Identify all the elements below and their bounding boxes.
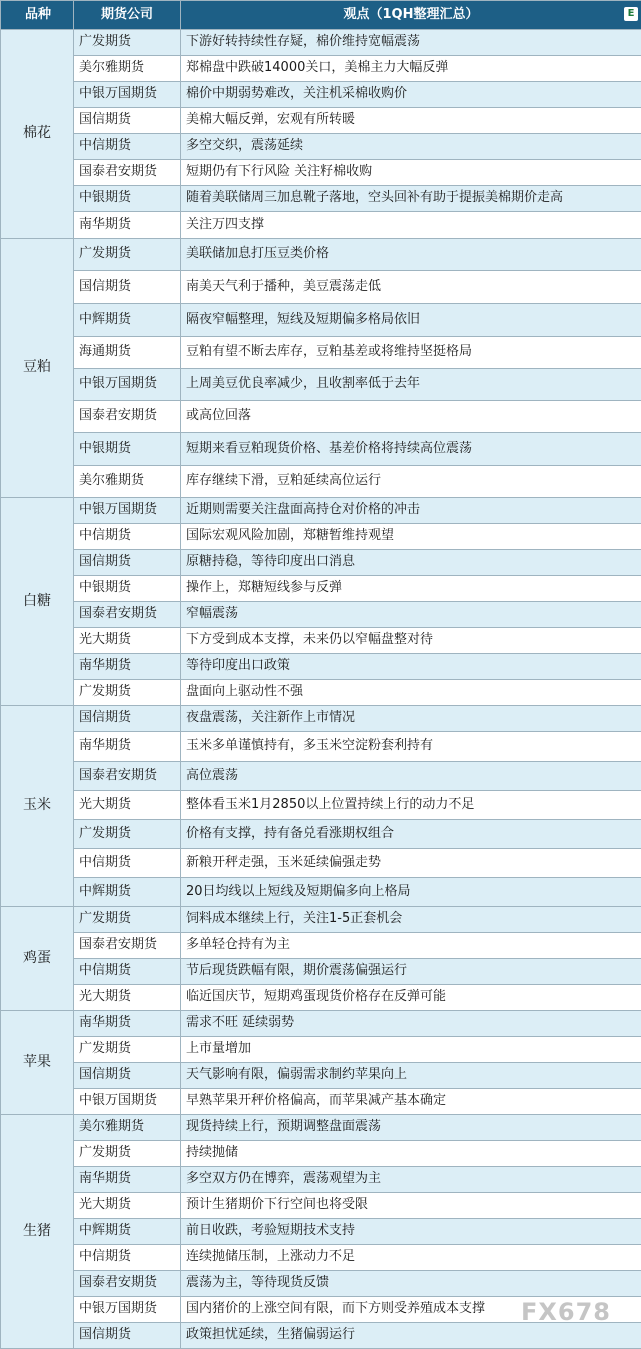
view-cell: 多空双方仍在博弈，震荡观望为主 bbox=[181, 1167, 641, 1193]
company-cell: 中辉期货 bbox=[74, 304, 181, 337]
header-view: 观点（1QH整理汇总） bbox=[181, 1, 641, 30]
table-row bbox=[1, 602, 641, 628]
view-cell: 多空交织，震荡延续 bbox=[181, 134, 641, 160]
view-cell: 郑棉盘中跌破14000关口，美棉主力大幅反弹 bbox=[181, 56, 641, 82]
table-row bbox=[1, 56, 641, 82]
category-cell: 苹果 bbox=[1, 1011, 74, 1115]
company-cell: 国信期货 bbox=[74, 550, 181, 576]
table-row bbox=[1, 907, 641, 933]
table-row bbox=[1, 1141, 641, 1167]
view-cell: 短期仍有下行风险 关注籽棉收购 bbox=[181, 160, 641, 186]
company-cell: 美尔雅期货 bbox=[74, 56, 181, 82]
table-row bbox=[1, 304, 641, 337]
category-cell: 棉花 bbox=[1, 30, 74, 239]
company-cell: 中信期货 bbox=[74, 959, 181, 985]
company-cell: 国泰君安期货 bbox=[74, 1271, 181, 1297]
table-body bbox=[1, 30, 641, 1349]
table-row bbox=[1, 466, 641, 498]
header-row bbox=[1, 1, 641, 30]
company-cell: 中信期货 bbox=[74, 849, 181, 878]
company-cell: 中信期货 bbox=[74, 524, 181, 550]
view-cell: 关注万四支撑 bbox=[181, 212, 641, 239]
table-row bbox=[1, 550, 641, 576]
view-cell: 原糖持稳，等待印度出口消息 bbox=[181, 550, 641, 576]
table-row bbox=[1, 186, 641, 212]
table-row bbox=[1, 1115, 641, 1141]
company-cell: 国泰君安期货 bbox=[74, 602, 181, 628]
header-category: 品种 bbox=[1, 1, 74, 30]
table-row bbox=[1, 680, 641, 706]
table-row bbox=[1, 985, 641, 1011]
company-cell: 中银万国期货 bbox=[74, 1297, 181, 1323]
company-cell: 中信期货 bbox=[74, 1245, 181, 1271]
view-cell: 高位震荡 bbox=[181, 762, 641, 791]
company-cell: 美尔雅期货 bbox=[74, 1115, 181, 1141]
view-cell: 临近国庆节，短期鸡蛋现货价格存在反弹可能 bbox=[181, 985, 641, 1011]
view-cell: 上周美豆优良率减少，且收割率低于去年 bbox=[181, 369, 641, 401]
table-row bbox=[1, 271, 641, 304]
table-row bbox=[1, 1245, 641, 1271]
watermark: FX678 bbox=[521, 1298, 611, 1326]
table-row bbox=[1, 654, 641, 680]
view-cell: 下游好转持续性存疑，棉价维持宽幅震荡 bbox=[181, 30, 641, 56]
table-row bbox=[1, 524, 641, 550]
company-cell: 南华期货 bbox=[74, 1167, 181, 1193]
view-cell: 天气影响有限，偏弱需求制约苹果向上 bbox=[181, 1063, 641, 1089]
view-cell: 预计生猪期价下行空间也将受限 bbox=[181, 1193, 641, 1219]
view-cell: 整体看玉米1月2850以上位置持续上行的动力不足 bbox=[181, 791, 641, 820]
table-row bbox=[1, 762, 641, 791]
table-row bbox=[1, 1193, 641, 1219]
company-cell: 中银期货 bbox=[74, 186, 181, 212]
company-cell: 国泰君安期货 bbox=[74, 401, 181, 433]
table-row bbox=[1, 498, 641, 524]
company-cell: 国信期货 bbox=[74, 271, 181, 304]
company-cell: 国信期货 bbox=[74, 1323, 181, 1349]
view-cell: 库存继续下滑，豆粕延续高位运行 bbox=[181, 466, 641, 498]
table-row bbox=[1, 82, 641, 108]
company-cell: 美尔雅期货 bbox=[74, 466, 181, 498]
company-cell: 中银期货 bbox=[74, 576, 181, 602]
company-cell: 中信期货 bbox=[74, 134, 181, 160]
view-cell: 隔夜窄幅整理，短线及短期偏多格局依旧 bbox=[181, 304, 641, 337]
table-row bbox=[1, 30, 641, 56]
table-row bbox=[1, 791, 641, 820]
table-row bbox=[1, 820, 641, 849]
company-cell: 南华期货 bbox=[74, 212, 181, 239]
view-cell: 现货持续上行，预期调整盘面震荡 bbox=[181, 1115, 641, 1141]
view-cell: 等待印度出口政策 bbox=[181, 654, 641, 680]
company-cell: 国泰君安期货 bbox=[74, 762, 181, 791]
view-cell: 持续抛储 bbox=[181, 1141, 641, 1167]
view-cell: 前日收跌，考验短期技术支持 bbox=[181, 1219, 641, 1245]
view-cell: 震荡为主，等待现货反馈 bbox=[181, 1271, 641, 1297]
view-cell: 操作上，郑糖短线参与反弹 bbox=[181, 576, 641, 602]
view-cell: 饲料成本继续上行，关注1-5正套机会 bbox=[181, 907, 641, 933]
view-cell: 国际宏观风险加剧，郑糖暂维持观望 bbox=[181, 524, 641, 550]
table-row bbox=[1, 1271, 641, 1297]
view-cell: 短期来看豆粕现货价格、基差价格将持续高位震荡 bbox=[181, 433, 641, 466]
company-cell: 广发期货 bbox=[74, 907, 181, 933]
company-cell: 光大期货 bbox=[74, 791, 181, 820]
view-cell: 随着美联储周三加息靴子落地，空头回补有助于提振美棉期价走高 bbox=[181, 186, 641, 212]
company-cell: 国信期货 bbox=[74, 706, 181, 732]
company-cell: 海通期货 bbox=[74, 337, 181, 369]
table-row bbox=[1, 1167, 641, 1193]
view-cell: 或高位回落 bbox=[181, 401, 641, 433]
company-cell: 广发期货 bbox=[74, 30, 181, 56]
company-cell: 广发期货 bbox=[74, 239, 181, 271]
table-row bbox=[1, 1037, 641, 1063]
table-row bbox=[1, 576, 641, 602]
table-row bbox=[1, 239, 641, 271]
view-cell: 20日均线以上短线及短期偏多向上格局 bbox=[181, 878, 641, 907]
company-cell: 广发期货 bbox=[74, 820, 181, 849]
table-row bbox=[1, 1063, 641, 1089]
view-cell: 需求不旺 延续弱势 bbox=[181, 1011, 641, 1037]
view-cell: 节后现货跌幅有限，期价震荡偏强运行 bbox=[181, 959, 641, 985]
view-cell: 窄幅震荡 bbox=[181, 602, 641, 628]
view-cell: 玉米多单谨慎持有，多玉米空淀粉套利持有 bbox=[181, 732, 641, 762]
company-cell: 光大期货 bbox=[74, 1193, 181, 1219]
company-cell: 光大期货 bbox=[74, 628, 181, 654]
table-row bbox=[1, 878, 641, 907]
view-cell: 早熟苹果开秤价格偏高，而苹果减产基本确定 bbox=[181, 1089, 641, 1115]
company-cell: 广发期货 bbox=[74, 680, 181, 706]
view-cell: 豆粕有望不断去库存，豆粕基差或将维持坚挺格局 bbox=[181, 337, 641, 369]
view-cell: 美联储加息打压豆类价格 bbox=[181, 239, 641, 271]
table-row bbox=[1, 959, 641, 985]
table-row bbox=[1, 849, 641, 878]
view-cell: 国内猪价的上涨空间有限，而下方则受养殖成本支撑 bbox=[181, 1297, 641, 1323]
view-cell: 夜盘震荡，关注新作上市情况 bbox=[181, 706, 641, 732]
company-cell: 国泰君安期货 bbox=[74, 933, 181, 959]
company-cell: 广发期货 bbox=[74, 1037, 181, 1063]
company-cell: 南华期货 bbox=[74, 1011, 181, 1037]
table-row bbox=[1, 108, 641, 134]
company-cell: 中银期货 bbox=[74, 433, 181, 466]
view-cell: 美棉大幅反弹，宏观有所转暖 bbox=[181, 108, 641, 134]
table-row bbox=[1, 1219, 641, 1245]
view-cell: 多单轻仓持有为主 bbox=[181, 933, 641, 959]
company-cell: 中银万国期货 bbox=[74, 1089, 181, 1115]
table-row bbox=[1, 401, 641, 433]
view-cell: 新粮开秤走强，玉米延续偏强走势 bbox=[181, 849, 641, 878]
table-row bbox=[1, 706, 641, 732]
company-cell: 国信期货 bbox=[74, 108, 181, 134]
category-cell: 豆粕 bbox=[1, 239, 74, 498]
company-cell: 南华期货 bbox=[74, 732, 181, 762]
table-row bbox=[1, 433, 641, 466]
table-row bbox=[1, 1011, 641, 1037]
company-cell: 国信期货 bbox=[74, 1063, 181, 1089]
table-row bbox=[1, 1089, 641, 1115]
category-cell: 白糖 bbox=[1, 498, 74, 706]
view-cell: 政策担忧延续，生猪偏弱运行 bbox=[181, 1323, 641, 1349]
table-row bbox=[1, 933, 641, 959]
company-cell: 光大期货 bbox=[74, 985, 181, 1011]
company-cell: 国泰君安期货 bbox=[74, 160, 181, 186]
view-cell: 连续抛储压制，上涨动力不足 bbox=[181, 1245, 641, 1271]
view-cell: 近期则需要关注盘面高持仓对价格的冲击 bbox=[181, 498, 641, 524]
company-cell: 南华期货 bbox=[74, 654, 181, 680]
table-row bbox=[1, 212, 641, 239]
category-cell: 生猪 bbox=[1, 1115, 74, 1349]
table-row bbox=[1, 628, 641, 654]
view-cell: 盘面向上驱动性不强 bbox=[181, 680, 641, 706]
category-cell: 玉米 bbox=[1, 706, 74, 907]
company-cell: 广发期货 bbox=[74, 1141, 181, 1167]
table-row bbox=[1, 337, 641, 369]
excel-icon: E bbox=[624, 7, 638, 21]
table-row bbox=[1, 134, 641, 160]
table-row bbox=[1, 732, 641, 762]
category-cell: 鸡蛋 bbox=[1, 907, 74, 1011]
view-cell: 价格有支撑，持有备兑看涨期权组合 bbox=[181, 820, 641, 849]
view-cell: 南美天气利于播种，美豆震荡走低 bbox=[181, 271, 641, 304]
company-cell: 中银万国期货 bbox=[74, 498, 181, 524]
view-cell: 下方受到成本支撑，未来仍以窄幅盘整对待 bbox=[181, 628, 641, 654]
company-cell: 中辉期货 bbox=[74, 878, 181, 907]
company-cell: 中银万国期货 bbox=[74, 369, 181, 401]
company-cell: 中银万国期货 bbox=[74, 82, 181, 108]
table-row bbox=[1, 160, 641, 186]
table-row bbox=[1, 369, 641, 401]
header-company: 期货公司 bbox=[74, 1, 181, 30]
view-cell: 棉价中期弱势难改，关注机采棉收购价 bbox=[181, 82, 641, 108]
company-cell: 中辉期货 bbox=[74, 1219, 181, 1245]
table-row bbox=[1, 1323, 641, 1349]
view-cell: 上市量增加 bbox=[181, 1037, 641, 1063]
